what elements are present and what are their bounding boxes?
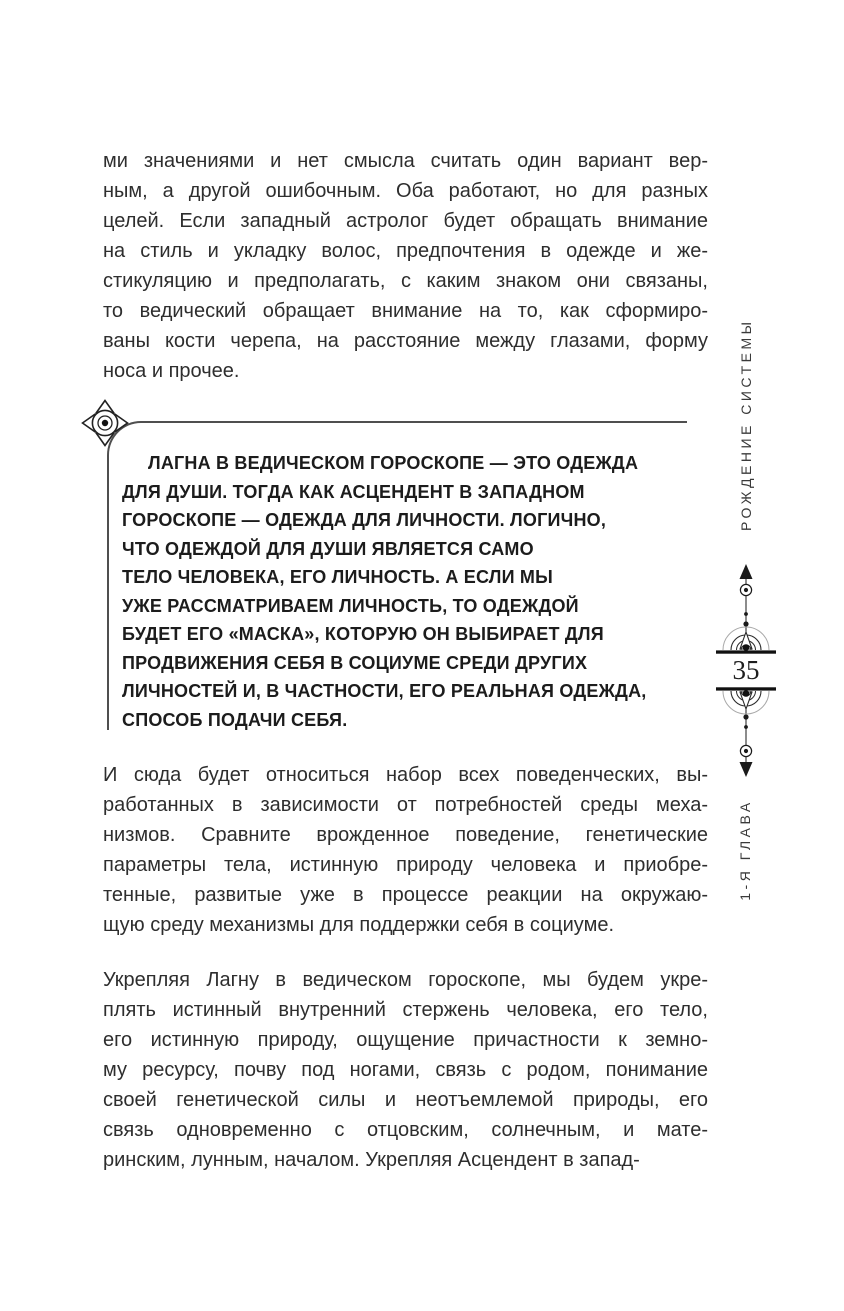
text-line: ТЕЛО ЧЕЛОВЕКА, ЕГО ЛИЧНОСТЬ. А ЕСЛИ МЫ [122,567,553,587]
text-line: ГОРОСКОПЕ — ОДЕЖДА ДЛЯ ЛИЧНОСТИ. ЛОГИЧНО, [122,510,607,530]
text-line: ным, а другой ошибочным. Оба работают, но для разных [103,180,708,202]
text-line: ми значениями и нет смысла считать один вариант вер- [103,150,708,172]
page-number: 35 [732,655,760,685]
text-line: БУДЕТ ЕГО «МАСКА», КОТОРУЮ ОН ВЫБИРАЕТ ДЛЯ [122,624,604,644]
text-line: параметры тела, истинную природу человека и приобре- [103,854,708,876]
text-line: ЛАГНА В ВЕДИЧЕСКОМ ГОРОСКОПЕ — ЭТО ОДЕЖДА [148,453,639,473]
text-line: тенные, развитые уже в процессе реакции на окружаю- [103,884,708,906]
text-line: его истинную природу, ощущение причастности к земно- [103,1029,708,1051]
text-line: работанных в зависимости от потребностей среды меха- [103,794,708,816]
paragraph [103,760,708,940]
text-line: щую среду механизмы для поддержки себя в социуме. [103,914,615,936]
text-line: ЛИЧНОСТЕЙ И, В ЧАСТНОСТИ, ЕГО РЕАЛЬНАЯ ОДЕЖДА, [122,681,647,701]
sidebar-chapter-title: 1-Я ГЛАВА [737,799,753,901]
text-line: то ведический обращает внимание на то, как сформиро- [103,300,708,322]
text-line: му ресурсу, почву под ногами, связь с родом, понимание [103,1059,708,1081]
text-line: Укрепляя Лагну в ведическом гороскопе, мы будем укре- [103,969,708,991]
text-line: на стиль и укладку волос, предпочтения в одежде и же- [103,240,708,262]
text-line: плять истинный внутренний стержень человека, его тело, [103,999,708,1021]
arrow-down-eye-divider-icon [715,687,777,777]
text-line: связь одновременно с отцовским, солнечным, и мате- [103,1119,708,1141]
eye-compass-icon [80,398,130,448]
paragraph [103,965,708,1175]
text-line: ринским, лунным, началом. Укрепляя Асцендент в запад- [103,1149,640,1171]
text-line: низмов. Сравните врожденное поведение, генетические [103,824,708,846]
text-line: целей. Если западный астролог будет обращать внимание [103,210,708,232]
text-line: носа и прочее. [103,360,240,382]
pull-quote [122,449,674,734]
text-line: своей генетической силы и неотъемлемой природы, его [103,1089,708,1111]
text-line: ЧТО ОДЕЖДОЙ ДЛЯ ДУШИ ЯВЛЯЕТСЯ САМО [122,538,534,559]
paragraph [103,146,708,386]
arrow-up-eye-divider-icon [715,564,777,654]
text-line: СПОСОБ ПОДАЧИ СЕБЯ. [122,709,348,730]
text-line: ПРОДВИЖЕНИЯ СЕБЯ В СОЦИУМЕ СРЕДИ ДРУГИХ [122,652,588,673]
sidebar-section-title: РОЖДЕНИЕ СИСТЕМЫ [738,318,754,531]
text-line: ваны кости черепа, на расстояние между глазами, форму [103,330,708,352]
text-line: ДЛЯ ДУШИ. ТОГДА КАК АСЦЕНДЕНТ В ЗАПАДНОМ [122,481,585,502]
text-line: И сюда будет относиться набор всех поведенческих, вы- [103,764,708,786]
text-line: УЖЕ РАССМАТРИВАЕМ ЛИЧНОСТЬ, ТО ОДЕЖДОЙ [122,595,579,616]
text-line: стикуляцию и предполагать, с каким знаком они связаны, [103,270,708,292]
